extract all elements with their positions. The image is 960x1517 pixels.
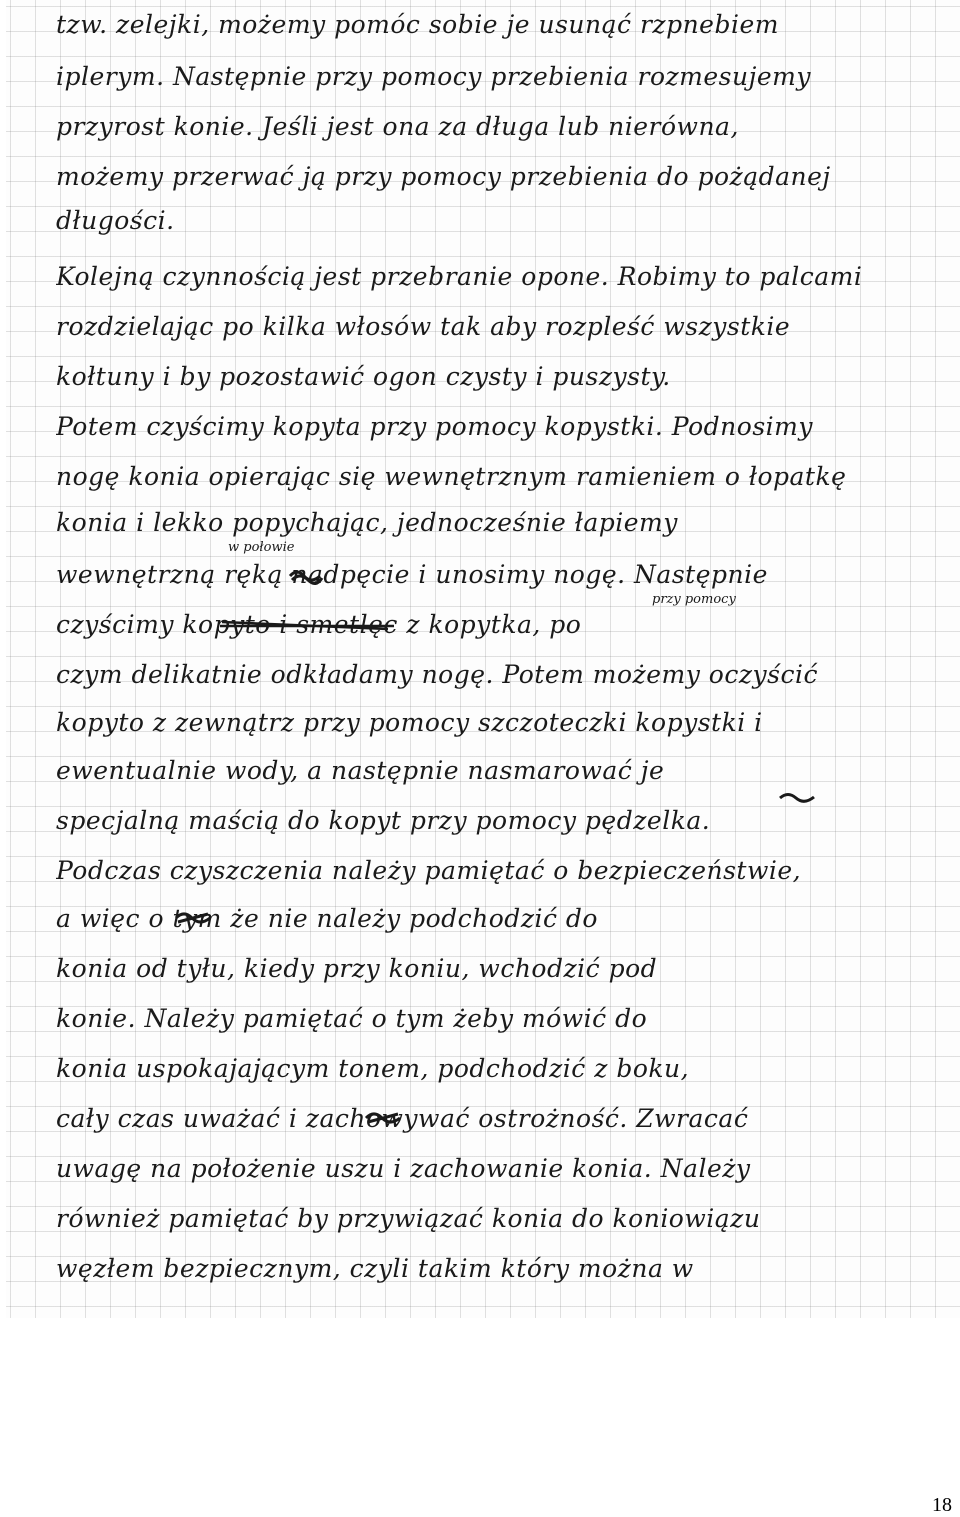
crossout-scribble — [778, 788, 818, 808]
handwritten-line-8: kołtuny i by pozostawić ogon czysty i puszysty. — [56, 362, 671, 391]
handwritten-line-26: węzłem bezpiecznym, czyli takim który można w — [56, 1254, 694, 1283]
grid-paper-page — [6, 0, 960, 1318]
handwritten-line-4: możemy przerwać ją przy pomocy przebienia do pożądanej — [56, 162, 831, 191]
crossout-scribble — [364, 1108, 404, 1128]
crossout-scribble — [288, 566, 324, 586]
handwritten-line-1: tzw. zelejki, możemy pomóc sobie je usunąć rzpnebiem — [56, 10, 779, 39]
handwritten-line-25: również pamiętać by przywiązać konia do koniowiązu — [56, 1204, 761, 1233]
handwritten-line-12: wewnętrzną ręką nadpęcie i unosimy nogę. Następnie — [56, 560, 768, 589]
handwritten-line-13: czyścimy kopyto i smetlęc z kopytka, po — [56, 610, 582, 639]
handwritten-line-5: długości. — [56, 206, 175, 235]
page-number: 18 — [932, 1494, 952, 1516]
insertion-w-polowie: w połowie — [228, 540, 295, 555]
insertion-przy-pomocy: przy pomocy — [652, 592, 736, 607]
handwritten-line-14: czym delikatnie odkładamy nogę. Potem możemy oczyścić — [56, 660, 818, 689]
handwritten-line-20: konia od tyłu, kiedy przy koniu, wchodzić pod — [56, 954, 658, 983]
handwritten-line-16: ewentualnie wody, a następnie nasmarować je — [56, 756, 665, 785]
handwritten-line-15: kopyto z zewnątrz przy pomocy szczoteczki kopystki i — [56, 708, 763, 737]
handwritten-line-9: Potem czyścimy kopyta przy pomocy kopystki. Podnosimy — [56, 412, 813, 441]
handwritten-line-6: Kolejną czynnością jest przebranie opone. Robimy to palcami — [56, 262, 863, 291]
handwritten-line-2: iplerym. Następnie przy pomocy przebienia rozmesujemy — [56, 62, 811, 91]
handwritten-line-17: specjalną maścią do kopyt przy pomocy pędzelka. — [56, 806, 711, 835]
handwritten-line-10: nogę konia opierając się wewnętrznym ramieniem o łopatkę — [56, 462, 847, 491]
handwritten-line-22: konia uspokajającym tonem, podchodzić z boku, — [56, 1054, 690, 1083]
crossout-scribble — [174, 908, 214, 928]
handwritten-line-11: konia i lekko popychając, jednocześnie łapiemy — [56, 508, 678, 537]
handwritten-line-23: cały czas uważać i zachowywać ostrożność. Zwracać — [56, 1104, 749, 1133]
handwritten-line-7: rozdzielając po kilka włosów tak aby rozpleść wszystkie — [56, 312, 791, 341]
handwritten-line-19: a więc o tym że nie należy podchodzić do — [56, 904, 598, 933]
crossout-strikethrough — [218, 616, 398, 636]
handwritten-line-24: uwagę na położenie uszu i zachowanie konia. Należy — [56, 1154, 751, 1183]
handwritten-line-3: przyrost konie. Jeśli jest ona za długa lub nierówna, — [56, 112, 739, 141]
handwritten-line-21: konie. Należy pamiętać o tym żeby mówić do — [56, 1004, 648, 1033]
handwritten-line-18: Podczas czyszczenia należy pamiętać o bezpieczeństwie, — [56, 856, 802, 885]
